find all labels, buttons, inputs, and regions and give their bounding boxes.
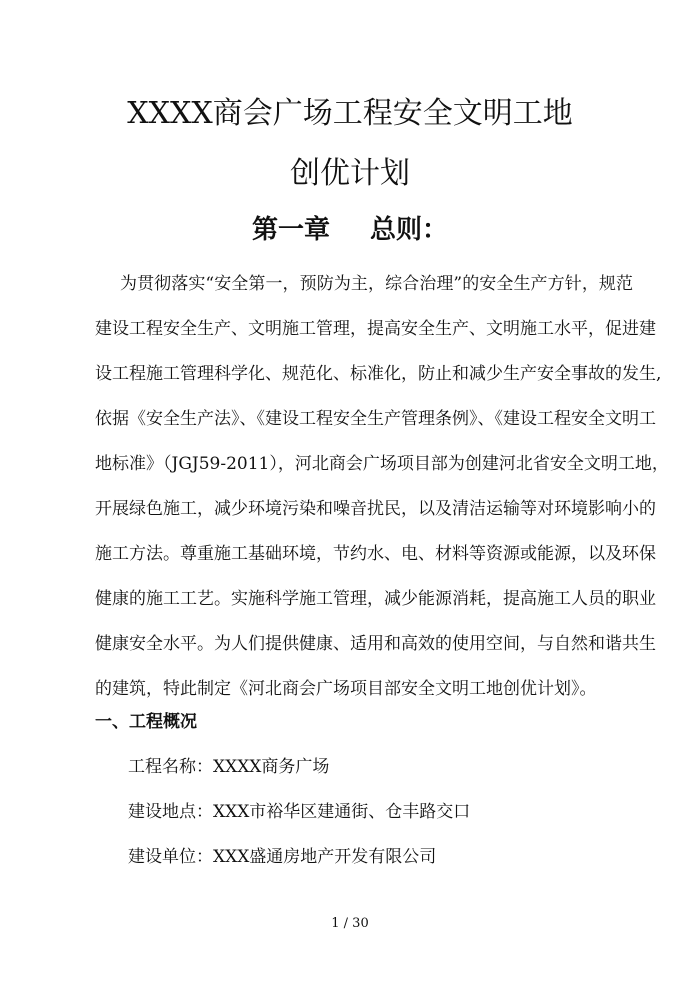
document-title-line-2: 创优计划: [290, 156, 410, 191]
intro-line: 施工方法。尊重施工基础环境，节约水、电、材料等资源或能源，以及环保: [95, 544, 656, 564]
document-title-line-1: XXXX商会广场工程安全文明工地: [127, 96, 573, 131]
intro-line: 地标准》（JGJ59-2011），河北商会广场项目部为创建河北省安全文明工地，: [95, 454, 669, 474]
intro-line: 依据《安全生产法》、《建设工程安全生产管理条例》、《建设工程安全文明工: [95, 409, 656, 429]
chapter-heading: [0, 210, 700, 250]
chapter-number: 第一章: [251, 215, 330, 245]
project-location: 建设地点：XXX市裕华区建通街、仓丰路交口: [128, 802, 471, 822]
intro-line: 为贯彻落实“安全第一，预防为主，综合治理”的安全生产方针，规范: [120, 274, 633, 294]
intro-paragraph: [95, 262, 669, 712]
intro-line: 开展绿色施工，减少环境污染和噪音扰民，以及清洁运输等对环境影响小的: [95, 499, 656, 519]
project-owner: 建设单位：XXX盛通房地产开发有限公司: [128, 847, 437, 867]
project-name: 工程名称：XXXX商务广场: [128, 757, 330, 777]
intro-line: 设工程施工管理科学化、规范化、标准化，防止和减少生产安全事故的发生,: [95, 364, 662, 384]
section-heading-project-overview: 一、工程概况: [95, 712, 197, 732]
intro-line: 的建筑，特此制定《河北商会广场项目部安全文明工地创优计划》。: [95, 679, 597, 699]
intro-line: 建设工程安全生产、文明施工管理，提高安全生产、文明施工水平，促进建: [95, 319, 656, 339]
chapter-name: 总则：: [370, 215, 449, 245]
page-number: 1 / 30: [331, 916, 369, 931]
intro-line: 健康的施工工艺。实施科学施工管理，减少能源消耗，提高施工人员的职业: [95, 589, 656, 609]
intro-line: 健康安全水平。为人们提供健康、适用和高效的使用空间，与自然和谐共生: [95, 634, 656, 654]
